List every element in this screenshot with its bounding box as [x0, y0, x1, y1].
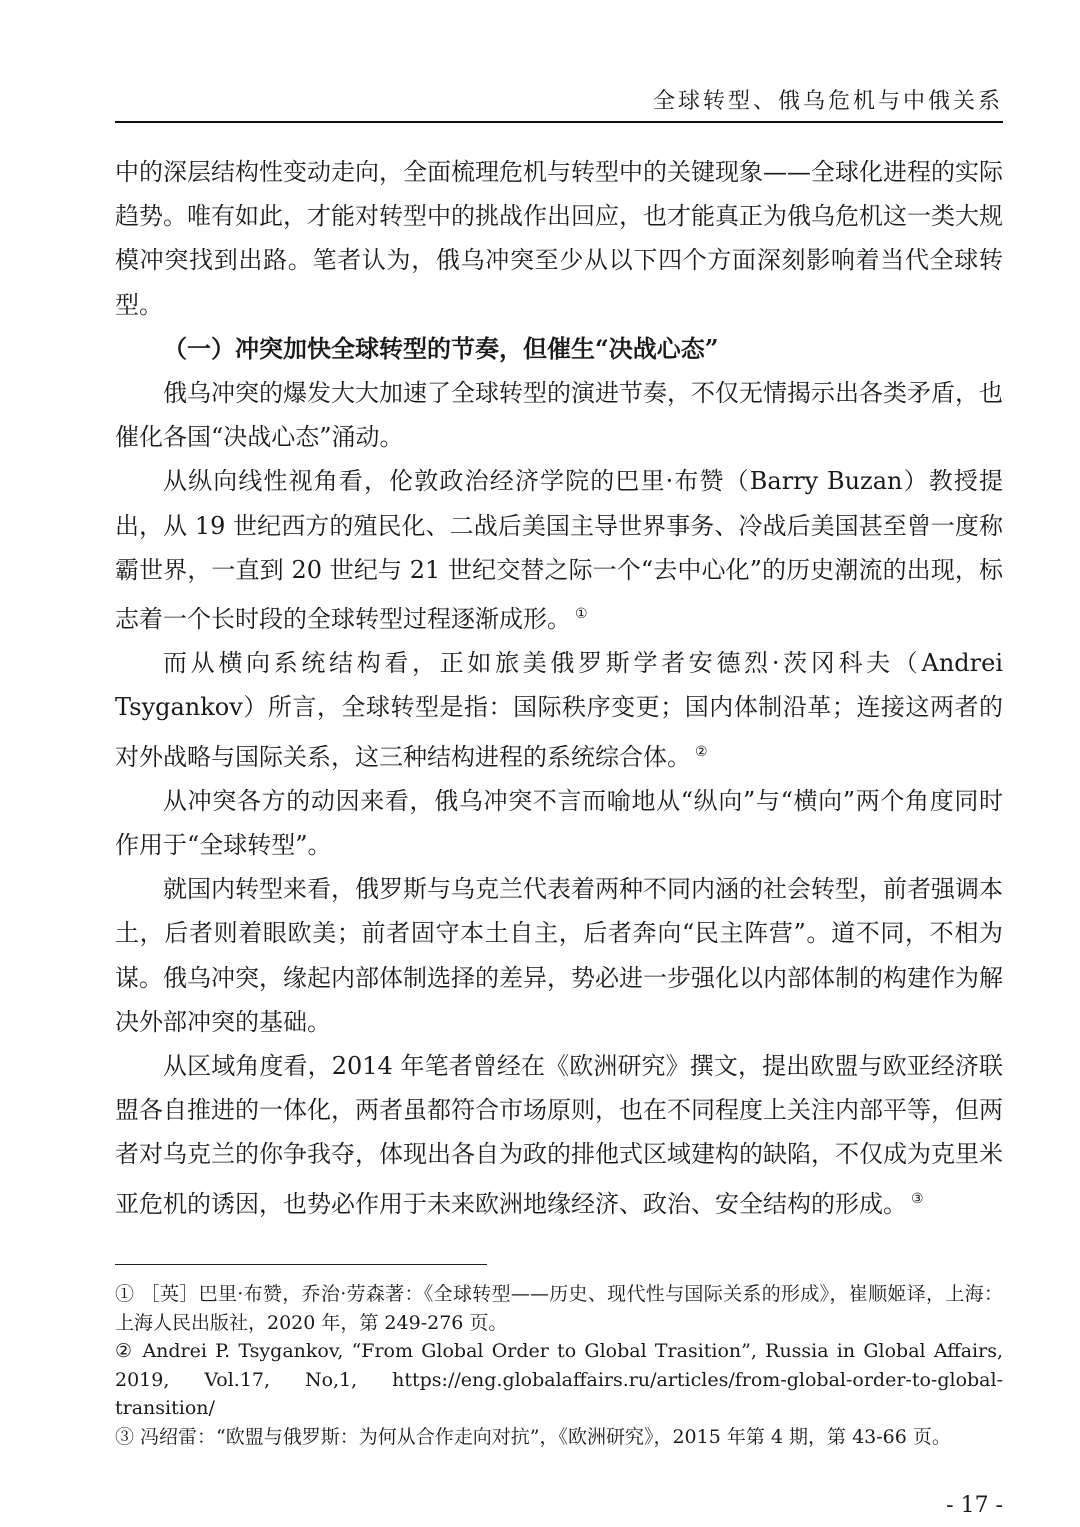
footnote-rule [115, 1264, 487, 1265]
paragraph [115, 459, 1003, 641]
footnote-ref[interactable]: ① [575, 606, 588, 623]
paragraph-text: 中的深层结构性变动走向，全面梳理危机与转型中的关键现象——全球化进程的实际趋势。唯有如此，才能对转型中的挑战作出回应，也才能真正为俄乌危机这一类大规模冲突找到出路。笔者认为，俄乌冲突至少从以下四个方面深刻影响着当代全球转型。 [115, 158, 1003, 319]
section-heading: （一）冲突加快全球转型的节奏，但催生“决战心态” [163, 333, 719, 363]
paragraph-text: 而从横向系统结构看，正如旅美俄罗斯学者安德烈·茨冈科夫（Andrei Tsygankov）所言，全球转型是指：国际秩序变更；国内体制沿革；连接这两者的对外战略与国际关系，这三种结构进程的系统综合体。 [115, 649, 1003, 771]
footnote: ① ［英］巴里·布赞，乔治·劳森著：《全球转型——历史、现代性与国际关系的形成》，崔顺姬译，上海：上海人民出版社，2020 年，第 249-276 页。 [115, 1283, 1003, 1334]
footnote-ref[interactable]: ② [695, 743, 708, 760]
paragraph [115, 371, 1003, 459]
running-header: 全球转型、俄乌危机与中俄关系 [652, 89, 1003, 114]
header-rule [115, 121, 1003, 123]
paragraph-text: 俄乌冲突的爆发大大加速了全球转型的演进节奏，不仅无情揭示出各类矛盾，也催化各国“决战心态”涌动。 [115, 379, 1003, 452]
footnote-ref[interactable]: ③ [911, 1190, 924, 1207]
paragraph-continued [115, 150, 1003, 327]
paragraph-text: 从冲突各方的动因来看，俄乌冲突不言而喻地从“纵向”与“横向”两个角度同时作用于“全球转型”。 [115, 786, 1003, 860]
footnote: ② Andrei P. Tsygankov, “From Global Order to Global Trasition”, Russia in Global Affairs, 2019, Vol.17, No,1, https://eng.globalaffairs.ru/articles/from-global-order-to-global-transition/ [115, 1340, 1003, 1419]
paragraph [115, 867, 1003, 1044]
paragraph [115, 641, 1003, 779]
page-number: - 17 - [946, 1493, 1003, 1518]
paragraph-text: 就国内转型来看，俄罗斯与乌克兰代表着两种不同内涵的社会转型，前者强调本土，后者则着眼欧美；前者固守本土自主，后者奔向“民主阵营”。道不同，不相为谋。俄乌冲突，缘起内部体制选择的差异，势必进一步强化以内部体制的构建作为解决外部冲突的基础。 [115, 875, 1003, 1036]
body-text [115, 150, 1003, 1226]
footnotes [115, 1280, 1003, 1451]
paragraph [115, 779, 1003, 867]
paragraph-text: 从纵向线性视角看，伦敦政治经济学院的巴里·布赞（Barry Buzan）教授提出，从 19 世纪西方的殖民化、二战后美国主导世界事务、冷战后美国甚至曾一度称霸世界，一直到 20 世纪与 21 世纪交替之际一个“去中心化”的历史潮流的出现，标志着一个长时段的全球转型过程逐渐成形。 [115, 467, 1003, 634]
paragraph [115, 1044, 1003, 1226]
footnote: ③ 冯绍雷：“欧盟与俄罗斯：为何从合作走向对抗”，《欧洲研究》，2015 年第 4 期，第 43-66 页。 [115, 1425, 951, 1448]
paragraph-text: 从区域角度看，2014 年笔者曾经在《欧洲研究》撰文，提出欧盟与欧亚经济联盟各自推进的一体化，两者虽都符合市场原则，也在不同程度上关注内部平等，但两者对乌克兰的你争我夺，体现出各自为政的排他式区域建构的缺陷，不仅成为克里米亚危机的诱因，也势必作用于未来欧洲地缘经济、政治、安全结构的形成。 [115, 1052, 1003, 1218]
